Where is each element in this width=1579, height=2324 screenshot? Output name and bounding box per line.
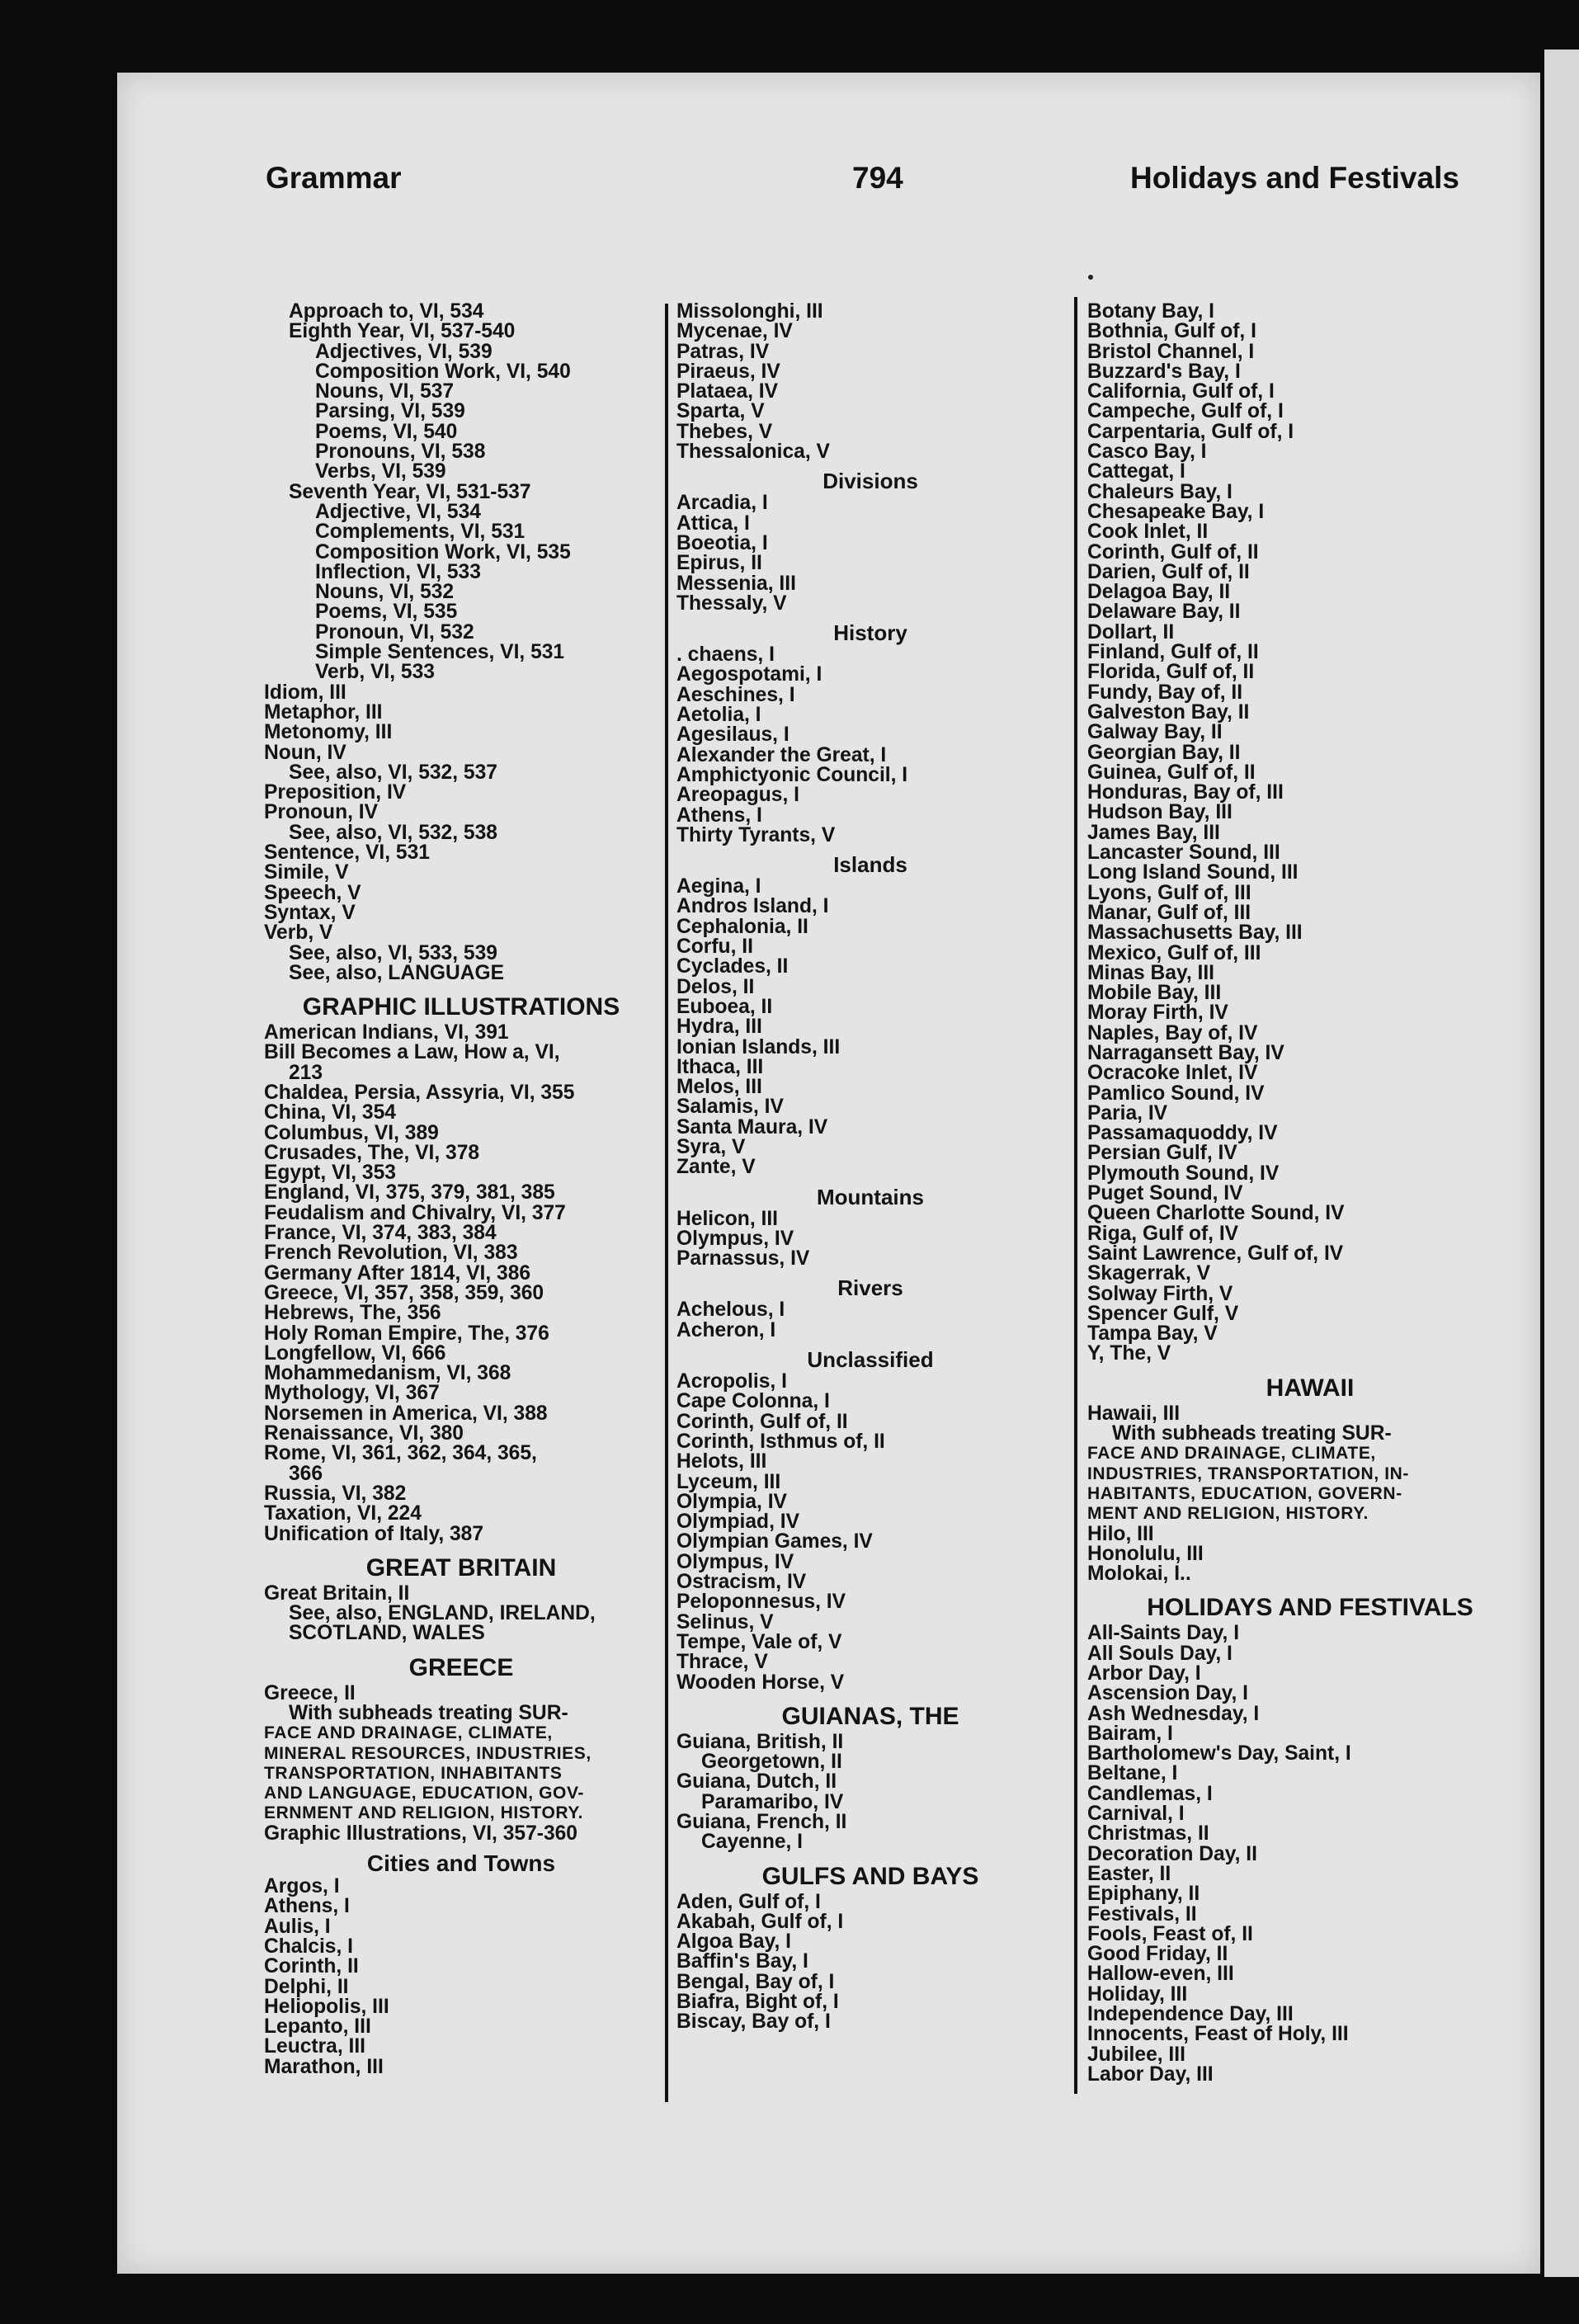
index-entry: Metonomy, III (264, 721, 393, 744)
index-entry: Parnassus, IV (676, 1247, 810, 1270)
index-entry: 366 (289, 1462, 323, 1485)
section-heading: History (833, 620, 907, 646)
index-entry: Pronoun, IV (264, 801, 378, 824)
index-entry: Thrace, V (676, 1651, 768, 1674)
index-entry: Bill Becomes a Law, How a, VI, (264, 1041, 560, 1064)
index-entry: Honduras, Bay of, III (1087, 781, 1284, 804)
index-entry: Cayenne, I (701, 1831, 804, 1854)
index-entry: Festivals, II (1087, 1902, 1197, 1926)
index-entry: Persian Gulf, IV (1087, 1142, 1237, 1165)
index-entry: Honolulu, III (1087, 1542, 1204, 1565)
index-entry: Bengal, Bay of, I (676, 1970, 835, 1993)
index-entry: Guinea, Gulf of, II (1087, 761, 1256, 784)
index-entry: Solway Firth, V (1087, 1282, 1233, 1305)
section-heading: Unclassified (807, 1347, 934, 1373)
index-entry: Thessalonica, V (676, 441, 830, 464)
index-entry: Greece, II (264, 1681, 356, 1704)
adjacent-page-edge (1544, 49, 1579, 2277)
index-entry: ERNMENT AND RELIGION, HISTORY. (264, 1803, 584, 1823)
index-entry: Buzzard's Bay, I (1087, 360, 1241, 383)
index-entry: Pronouns, VI, 538 (315, 441, 486, 464)
index-entry: Baffin's Bay, I (676, 1950, 808, 1973)
index-entry: Chaldea, Persia, Assyria, VI, 355 (264, 1081, 575, 1104)
section-heading: Mountains (817, 1184, 924, 1209)
index-entry: See, also, LANGUAGE (289, 961, 505, 984)
index-column-3 (1087, 302, 1533, 2085)
index-entry: Delaware Bay, II (1087, 601, 1241, 624)
index-entry: Paria, IV (1087, 1101, 1168, 1124)
index-entry: Lyons, Gulf of, III (1087, 881, 1251, 904)
index-entry: Easter, II (1087, 1862, 1171, 1885)
index-entry: Metaphor, III (264, 700, 383, 724)
index-column-2 (676, 302, 1064, 2033)
index-entry: Marathon, III (264, 2055, 384, 2078)
index-entry: Attica, I (676, 511, 750, 535)
index-entry: Galway Bay, II (1087, 721, 1223, 744)
index-entry: Carnival, I (1087, 1803, 1185, 1826)
section-heading: GREECE (408, 1653, 514, 1681)
index-entry: Preposition, IV (264, 781, 407, 804)
index-entry: Ostracism, IV (676, 1571, 807, 1594)
index-entry: Ash Wednesday, I (1087, 1702, 1260, 1725)
index-entry: All-Saints Day, I (1087, 1622, 1240, 1645)
index-entry: Olympia, IV (676, 1490, 787, 1513)
index-entry: Renaissance, VI, 380 (264, 1422, 464, 1445)
index-entry: Holiday, III (1087, 1982, 1188, 2006)
index-entry: Decoration Day, II (1087, 1842, 1257, 1865)
index-entry: INDUSTRIES, TRANSPORTATION, IN- (1087, 1464, 1409, 1483)
index-entry: Narragansett Bay, IV (1087, 1041, 1284, 1064)
index-entry: Longfellow, VI, 666 (264, 1341, 446, 1365)
index-entry: Guiana, British, II (676, 1730, 844, 1753)
index-entry: Missolonghi, III (676, 300, 823, 323)
index-entry: Hydra, III (676, 1016, 762, 1039)
index-entry: Dollart, II (1087, 620, 1175, 643)
index-entry: Verb, V (264, 922, 333, 945)
index-entry: California, Gulf of, I (1087, 380, 1275, 403)
index-entry: 213 (289, 1061, 323, 1084)
index-entry: Olympus, IV (676, 1227, 794, 1250)
index-entry: Mythology, VI, 367 (264, 1382, 440, 1405)
index-entry: Idiom, III (264, 681, 346, 704)
index-entry: Mycenae, IV (676, 320, 793, 343)
index-entry: Manar, Gulf of, III (1087, 901, 1251, 924)
index-entry: Verb, VI, 533 (315, 661, 435, 684)
index-entry: Olympus, IV (676, 1550, 794, 1573)
index-entry: Simile, V (264, 861, 349, 884)
index-entry: Areopagus, I (676, 784, 799, 807)
index-entry: Akabah, Gulf of, I (676, 1910, 844, 1933)
index-entry: Euboea, II (676, 995, 773, 1018)
index-entry: Greece, VI, 357, 358, 359, 360 (264, 1281, 544, 1304)
index-entry: Great Britain, II (264, 1582, 410, 1605)
index-entry: FACE AND DRAINAGE, CLIMATE, (264, 1723, 553, 1743)
index-entry: Puget Sound, IV (1087, 1182, 1243, 1205)
index-entry: Ocracoke Inlet, IV (1087, 1062, 1258, 1085)
section-heading: GREAT BRITAIN (365, 1553, 557, 1582)
index-entry: Aegospotami, I (676, 663, 822, 686)
index-entry: Tampa Bay, V (1087, 1322, 1218, 1346)
index-entry: Wooden Horse, V (676, 1671, 845, 1694)
index-entry: Queen Charlotte Sound, IV (1087, 1202, 1345, 1225)
index-entry: Corinth, Gulf of, II (1087, 540, 1259, 563)
index-entry: Amphictyonic Council, I (676, 763, 908, 786)
index-entry: Massachusetts Bay, III (1087, 922, 1303, 945)
index-entry: Hebrews, The, 356 (264, 1302, 441, 1325)
index-entry: Composition Work, VI, 535 (315, 540, 571, 563)
index-entry: Germany After 1814, VI, 386 (264, 1261, 531, 1285)
index-entry: Moray Firth, IV (1087, 1002, 1228, 1025)
index-entry: Labor Day, III (1087, 2062, 1214, 2086)
index-entry: Andros Island, I (676, 895, 829, 918)
index-entry: Cook Inlet, II (1087, 521, 1209, 544)
index-entry: Corinth, II (264, 1955, 359, 1978)
index-entry: Chesapeake Bay, I (1087, 500, 1265, 523)
index-entry: Bairam, I (1087, 1722, 1173, 1745)
section-heading: GULFS AND BAYS (761, 1862, 979, 1890)
index-entry: Spencer Gulf, V (1087, 1302, 1239, 1325)
index-entry: Florida, Gulf of, II (1087, 661, 1255, 684)
index-entry: Speech, V (264, 881, 361, 904)
index-entry: Argos, I (264, 1875, 340, 1898)
index-entry: Biscay, Bay of, I (676, 2011, 831, 2034)
index-entry: Achelous, I (676, 1299, 785, 1322)
index-entry: Georgian Bay, II (1087, 741, 1241, 764)
index-entry: Skagerrak, V (1087, 1262, 1211, 1285)
index-column-1 (264, 302, 658, 2077)
index-entry: Olympian Games, IV (676, 1530, 873, 1553)
index-entry: Mexico, Gulf of, III (1087, 941, 1261, 964)
index-entry: Jubilee, III (1087, 2043, 1185, 2066)
index-entry: Unification of Italy, 387 (264, 1522, 484, 1545)
index-entry: Independence Day, III (1087, 2003, 1294, 2026)
index-entry: MENT AND RELIGION, HISTORY. (1087, 1504, 1369, 1524)
index-entry: . chaens, I (676, 643, 775, 667)
index-entry: Mobile Bay, III (1087, 982, 1222, 1005)
index-entry: Saint Lawrence, Gulf of, IV (1087, 1242, 1344, 1265)
index-entry: Composition Work, VI, 540 (315, 360, 571, 383)
index-entry: Thessaly, V (676, 592, 787, 615)
index-entry: Plataea, IV (676, 380, 779, 403)
index-entry: Y, The, V (1087, 1342, 1171, 1365)
column-rule-right (1074, 297, 1077, 2094)
index-entry: Athens, I (676, 804, 762, 827)
index-entry: Nouns, VI, 532 (315, 581, 455, 604)
section-heading: GUIANAS, THE (781, 1702, 959, 1730)
index-entry: Riga, Gulf of, IV (1087, 1222, 1239, 1245)
index-entry: With subheads treating SUR- (1112, 1422, 1392, 1445)
section-heading: HAWAII (1266, 1374, 1355, 1402)
index-entry: Good Friday, II (1087, 1943, 1228, 1966)
index-entry: Naples, Bay of, IV (1087, 1021, 1258, 1044)
index-entry: Paramaribo, IV (701, 1790, 844, 1813)
index-entry: Feudalism and Chivalry, VI, 377 (264, 1201, 566, 1224)
index-entry: Acheron, I (676, 1318, 776, 1341)
index-entry: Hallow-even, III (1087, 1963, 1234, 1986)
index-entry: Eighth Year, VI, 537-540 (289, 320, 516, 343)
index-entry: Olympiad, IV (676, 1511, 799, 1534)
index-entry: Ithaca, III (676, 1055, 764, 1078)
index-entry: All Souls Day, I (1087, 1642, 1233, 1665)
index-entry: Arbor Day, I (1087, 1662, 1201, 1685)
index-entry: Christmas, II (1087, 1822, 1209, 1846)
index-entry: Lepanto, III (264, 2015, 371, 2039)
index-entry: Adjective, VI, 534 (315, 500, 481, 523)
index-entry: Candlemas, I (1087, 1782, 1213, 1805)
index-entry: Casco Bay, I (1087, 441, 1207, 464)
index-entry: James Bay, III (1087, 821, 1220, 844)
section-heading: Divisions (822, 469, 918, 494)
index-entry: Norsemen in America, VI, 388 (264, 1402, 548, 1425)
index-entry: Hudson Bay, III (1087, 801, 1233, 824)
index-entry: Delphi, II (264, 1975, 349, 1998)
index-entry: Aulis, I (264, 1915, 331, 1938)
index-entry: Ionian Islands, III (676, 1035, 841, 1058)
index-entry: China, VI, 354 (264, 1101, 396, 1124)
index-entry: Corfu, II (676, 936, 753, 959)
index-entry: Thirty Tyrants, V (676, 823, 836, 846)
index-entry: Sentence, VI, 531 (264, 841, 430, 865)
index-entry: Helots, III (676, 1450, 767, 1473)
index-entry: Thebes, V (676, 420, 773, 443)
index-entry: Corinth, Gulf of, II (676, 1410, 848, 1433)
index-entry: Parsing, VI, 539 (315, 400, 465, 423)
index-entry: Cattegat, I (1087, 460, 1185, 483)
index-entry: Poems, VI, 540 (315, 420, 458, 443)
index-entry: Passamaquoddy, IV (1087, 1122, 1278, 1145)
index-entry: Bothnia, Gulf of, I (1087, 320, 1256, 343)
index-entry: England, VI, 375, 379, 381, 385 (264, 1181, 555, 1204)
index-entry: Chaleurs Bay, I (1087, 480, 1233, 503)
index-entry: Acropolis, I (676, 1370, 787, 1393)
index-entry: Piraeus, IV (676, 360, 780, 383)
index-entry: HABITANTS, EDUCATION, GOVERN- (1087, 1483, 1402, 1503)
index-entry: Patras, IV (676, 340, 770, 363)
index-entry: Biafra, Bight of, I (676, 1991, 839, 2014)
index-entry: Ascension Day, I (1087, 1682, 1248, 1705)
index-entry: Minas Bay, III (1087, 961, 1214, 984)
index-entry: Cape Colonna, I (676, 1390, 830, 1413)
index-entry: Egypt, VI, 353 (264, 1162, 396, 1185)
index-entry: Seventh Year, VI, 531-537 (289, 480, 531, 503)
index-entry: Galveston Bay, II (1087, 700, 1250, 724)
index-entry: Tempe, Vale of, V (676, 1630, 842, 1653)
index-entry: Pamlico Sound, IV (1087, 1082, 1265, 1105)
index-entry: Crusades, The, VI, 378 (264, 1141, 480, 1164)
index-entry: Darien, Gulf of, II (1087, 560, 1250, 583)
index-entry: France, VI, 374, 383, 384 (264, 1222, 497, 1245)
index-entry: Algoa Bay, I (676, 1930, 791, 1954)
index-entry: Botany Bay, I (1087, 300, 1214, 323)
section-heading: Cities and Towns (366, 1850, 556, 1877)
index-entry: Sparta, V (676, 400, 765, 423)
section-heading: GRAPHIC ILLUSTRATIONS (302, 993, 620, 1021)
section-heading: Rivers (837, 1275, 903, 1301)
index-entry: Delagoa Bay, II (1087, 581, 1231, 604)
index-entry: Russia, VI, 382 (264, 1482, 407, 1505)
index-entry: Epirus, II (676, 552, 762, 575)
index-entry: Athens, I (264, 1895, 350, 1918)
index-entry: Leuctra, III (264, 2035, 366, 2058)
index-entry: Approach to, VI, 534 (289, 300, 484, 323)
index-entry: Salamis, IV (676, 1096, 784, 1119)
index-entry: Pronoun, VI, 532 (315, 620, 474, 643)
index-entry: Melos, III (676, 1076, 762, 1099)
index-entry: Long Island Sound, III (1087, 861, 1299, 884)
index-entry: Syra, V (676, 1135, 746, 1158)
index-entry: Finland, Gulf of, II (1087, 641, 1259, 664)
index-entry: Georgetown, II (701, 1751, 842, 1774)
index-entry: Arcadia, I (676, 492, 768, 515)
index-entry: Plymouth Sound, IV (1087, 1162, 1280, 1185)
index-entry: Aeschines, I (676, 683, 795, 706)
index-entry: Cyclades, II (676, 955, 789, 978)
index-entry: Inflection, VI, 533 (315, 560, 481, 583)
index-entry: Graphic Illustrations, VI, 357-360 (264, 1822, 577, 1845)
index-entry: Chalcis, I (264, 1935, 353, 1958)
index-entry: Messenia, III (676, 572, 796, 595)
index-entry: Fools, Feast of, II (1087, 1922, 1253, 1945)
index-entry: MINERAL RESOURCES, INDUSTRIES, (264, 1743, 592, 1763)
index-entry: Lancaster Sound, III (1087, 841, 1280, 865)
section-heading: Islands (833, 852, 907, 878)
running-head-left: Grammar (266, 161, 402, 195)
index-entry: Aetolia, I (676, 704, 761, 727)
index-entry: American Indians, VI, 391 (264, 1021, 509, 1044)
index-entry: Peloponnesus, IV (676, 1591, 846, 1614)
index-entry: Selinus, V (676, 1610, 774, 1633)
index-entry: See, also, VI, 532, 537 (289, 761, 497, 784)
index-entry: Heliopolis, III (264, 1995, 389, 2018)
index-entry: Holy Roman Empire, The, 376 (264, 1322, 549, 1345)
index-entry: Complements, VI, 531 (315, 521, 526, 544)
index-entry: Nouns, VI, 537 (315, 380, 455, 403)
index-entry: With subheads treating SUR- (289, 1702, 568, 1724)
index-entry: Simple Sentences, VI, 531 (315, 641, 565, 664)
index-entry: Mohammedanism, VI, 368 (264, 1362, 511, 1385)
index-entry: Alexander the Great, I (676, 743, 887, 766)
index-entry: Aegina, I (676, 875, 761, 898)
index-entry: Guiana, French, II (676, 1811, 847, 1833)
index-entry: Hawaii, III (1087, 1402, 1181, 1425)
index-entry: Guiana, Dutch, II (676, 1770, 837, 1794)
index-entry: Delos, II (676, 975, 755, 998)
index-entry: Innocents, Feast of Holy, III (1087, 2023, 1349, 2046)
index-entry: See, also, ENGLAND, IRELAND, (289, 1602, 596, 1625)
index-entry: Epiphany, II (1087, 1883, 1200, 1906)
index-entry: Bristol Channel, I (1087, 340, 1255, 363)
index-entry: See, also, VI, 533, 539 (289, 941, 497, 964)
index-entry: Corinth, Isthmus of, II (676, 1430, 885, 1453)
index-entry: Cephalonia, II (676, 915, 808, 938)
column-rule-left (665, 304, 668, 2102)
index-entry: Beltane, I (1087, 1762, 1178, 1785)
index-entry: FACE AND DRAINAGE, CLIMATE, (1087, 1444, 1376, 1464)
index-entry: Helicon, III (676, 1207, 778, 1230)
running-head-right: Holidays and Festivals (1130, 161, 1459, 195)
index-entry: Columbus, VI, 389 (264, 1121, 439, 1144)
index-entry: Bartholomew's Day, Saint, I (1087, 1742, 1351, 1765)
index-entry: Boeotia, I (676, 531, 768, 554)
index-entry: SCOTLAND, WALES (289, 1622, 485, 1645)
index-entry: Syntax, V (264, 901, 356, 924)
index-entry: Noun, IV (264, 741, 346, 764)
index-entry: TRANSPORTATION, INHABITANTS (264, 1763, 563, 1783)
section-heading: HOLIDAYS AND FESTIVALS (1147, 1594, 1473, 1622)
index-entry: Campeche, Gulf of, I (1087, 400, 1284, 423)
index-entry: Fundy, Bay of, II (1087, 681, 1243, 704)
index-entry: AND LANGUAGE, EDUCATION, GOV- (264, 1784, 585, 1803)
index-entry: Lyceum, III (676, 1470, 781, 1493)
index-entry: Zante, V (676, 1156, 756, 1179)
index-entry: Agesilaus, I (676, 724, 790, 747)
index-entry: Adjectives, VI, 539 (315, 340, 493, 363)
index-entry: Carpentaria, Gulf of, I (1087, 420, 1294, 443)
index-entry: Verbs, VI, 539 (315, 460, 446, 483)
index-entry: Poems, VI, 535 (315, 601, 458, 624)
index-entry: See, also, VI, 532, 538 (289, 821, 497, 844)
index-entry: Aden, Gulf of, I (676, 1890, 821, 1913)
bullet-mark (1088, 275, 1093, 280)
index-entry: Molokai, I.. (1087, 1563, 1191, 1586)
index-entry: Taxation, VI, 224 (264, 1502, 422, 1525)
index-entry: Santa Maura, IV (676, 1115, 828, 1138)
page-number: 794 (852, 161, 903, 195)
index-entry: Rome, VI, 361, 362, 364, 365, (264, 1442, 537, 1465)
index-entry: Hilo, III (1087, 1522, 1154, 1545)
index-entry: French Revolution, VI, 383 (264, 1242, 518, 1265)
